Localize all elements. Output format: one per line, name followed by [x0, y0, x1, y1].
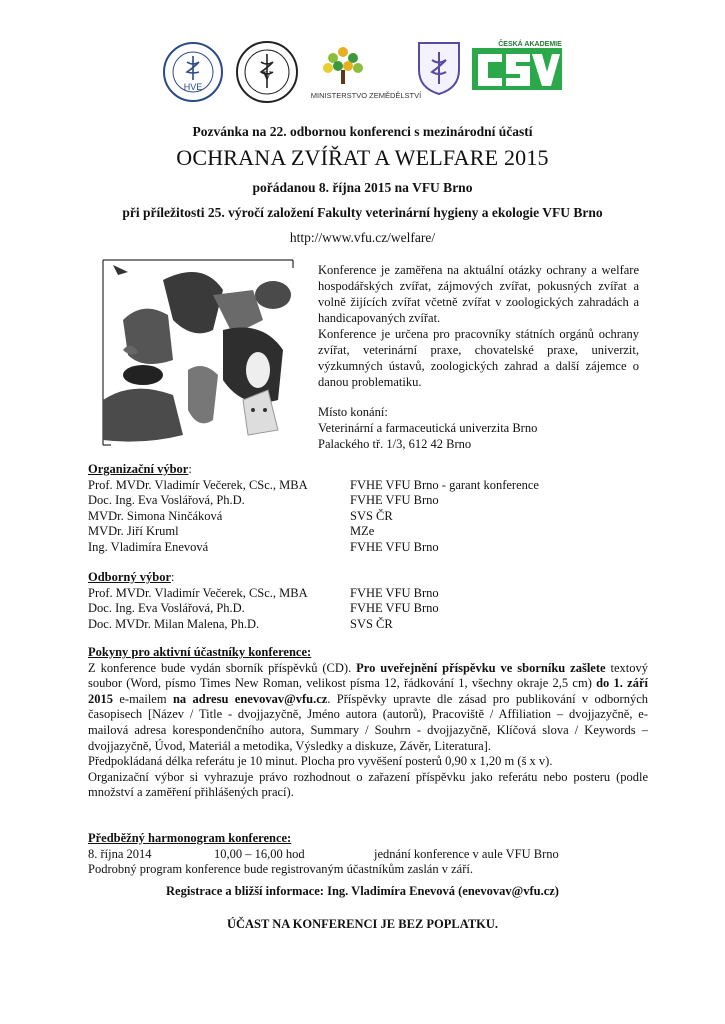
- committee-row: [88, 617, 648, 633]
- schedule-row: [88, 847, 648, 863]
- instructions-text: textový soubor (Word, písmo Times New Roman, velikost písma 12, řádkování 1, všechny okraje 2,5 cm): [88, 660, 648, 691]
- logo-strip: [160, 40, 560, 104]
- member-name: Prof. MVDr. Vladimír Večerek, CSc., MBA: [88, 477, 308, 492]
- member-affiliation: FVHE VFU Brno - garant konference: [350, 477, 539, 492]
- instructions-paragraph: [88, 661, 648, 755]
- schedule-event: jednání konference v aule VFU Brno: [374, 846, 559, 861]
- schedule-section: [88, 831, 648, 878]
- submission-email[interactable]: na adresu enevovav@vfu.cz: [172, 691, 328, 706]
- committee-row: [88, 540, 648, 556]
- member-affiliation: FVHE VFU Brno: [350, 539, 439, 554]
- free-participation-notice: ÚČAST NA KONFERENCI JE BEZ POPLATKU.: [226, 917, 499, 931]
- shield-logo: [416, 40, 462, 96]
- hve-seal-logo: [160, 40, 226, 104]
- organizing-committee-heading: Organizační výbor: [88, 462, 189, 476]
- member-affiliation: FVHE VFU Brno: [350, 601, 439, 616]
- schedule-heading: Předběžný harmonogram konference:: [88, 831, 292, 845]
- member-name: Prof. MVDr. Vladimír Večerek, CSc., MBA: [88, 585, 308, 600]
- instructions-heading: Pokyny pro aktivní účastníky konference:: [88, 645, 312, 659]
- committee-row: [88, 586, 648, 602]
- committee-row: [88, 524, 648, 540]
- committee-row: [88, 601, 648, 617]
- member-name: Ing. Vladimíra Enevová: [88, 539, 209, 554]
- member-name: Doc. Ing. Eva Voslářová, Ph.D.: [88, 493, 245, 508]
- member-affiliation: FVHE VFU Brno: [350, 585, 439, 600]
- member-affiliation: SVS ČR: [350, 616, 393, 631]
- ministry-of-agriculture-logo: [308, 40, 422, 104]
- intro-paragraph-focus: Konference je zaměřena na aktuální otázky ochrany a welfare hospodářských zvířat, zájmových zvířat, pokusných zvířat a volně žijících zvířat včetně zvířat v zoologických zahradách a handicapovaných zvířat.: [318, 263, 639, 325]
- committee-row: [88, 509, 648, 525]
- hve-logo-text: HVE: [183, 82, 203, 92]
- svg-text:V: V: [262, 68, 272, 83]
- conference-url[interactable]: http://www.vfu.cz/welfare/: [289, 230, 436, 245]
- venue-address: Palackého tř. 1/3, 612 42 Brno: [318, 437, 472, 451]
- committee-row: [88, 478, 648, 494]
- committee-rights-paragraph: Organizační výbor si vyhrazuje právo rozhodnout o zařazení příspěvku jako referátu nebo posteru (podle množství a zaměření přihlášených prací).: [88, 769, 648, 800]
- instructions-text: e-mailem: [113, 691, 173, 706]
- registration-info: Registrace a bližší informace: Ing. Vladimíra Enevová (enevovav@vfu.cz): [166, 884, 559, 898]
- expert-committee: Odborný výbor: Prof. MVDr. Vladimír Večerek, CSc., MBA FVHE VFU Brno Doc. Ing. Eva Voslářová, Ph.D. FVHE VFU Brno Doc. MVDr. Milan Malena, Ph.D. SVS ČR: [88, 570, 648, 632]
- venue-label: Místo konání:: [318, 405, 388, 419]
- czech-academy-logo-text: ČESKÁ AKADEMIE: [498, 41, 562, 48]
- member-affiliation: MZe: [350, 524, 375, 539]
- animal-collage-image: [103, 260, 293, 445]
- schedule-note: Podrobný program konference bude registrovaným účastníkům zaslán v září.: [88, 862, 473, 877]
- conference-date-line: pořádanou 8. října 2015 na VFU Brno: [252, 180, 473, 195]
- member-name: Doc. Ing. Eva Voslářová, Ph.D.: [88, 601, 245, 616]
- intro-paragraph-audience: Konference je určena pro pracovníky státních orgánů ochrany zvířat, veterinární praxe, chovatelské praxe, univerzit, výzkumných ústavů, zoologických zahrad a další zájemce o danou problematiku.: [318, 327, 639, 389]
- schedule-time: 10,00 – 16,00 hod: [214, 846, 305, 861]
- instructions-section: [88, 645, 648, 801]
- instructions-text: Z konference bude vydán sborník příspěvků (CD).: [88, 660, 357, 675]
- expert-committee-heading: Odborný výbor: [88, 570, 172, 584]
- schedule-date: 8. října 2014: [88, 846, 152, 861]
- member-name: Doc. MVDr. Milan Malena, Ph.D.: [88, 616, 260, 631]
- member-name: MVDr. Jiří Kruml: [88, 524, 179, 539]
- member-affiliation: FVHE VFU Brno: [350, 493, 439, 508]
- committee-row: [88, 493, 648, 509]
- intro-block: [318, 262, 639, 452]
- member-name: MVDr. Simona Ninčáková: [88, 508, 223, 523]
- ministry-logo-text: MINISTERSTVO ZEMĚDĚLSTVÍ: [310, 91, 422, 100]
- venue-name: Veterinární a farmaceutická univerzita Brno: [318, 421, 538, 435]
- page-title: OCHRANA ZVÍŘAT A WELFARE 2015: [176, 145, 549, 170]
- instructions-text: . Příspěvky upravte dle zásad pro publikování v odborných časopisech [Název / Title - dvojjazyčně, Jméno autora (autorů), Pracoviště / Affiliation – dvojjazyčně, e-mailová adresa korespondenčního autora, Summary / Souhrn - dvojjazyčně, Klíčová slova / Keywords – dvojjazyčně, Úvod, Materiál a metodika, Výsledky a diskuze, Závěr, Literatura].: [88, 691, 648, 753]
- anniversary-line: při příležitosti 25. výročí založení Fakulty veterinární hygieny a ekologie VFU Brno: [122, 205, 603, 220]
- invitation-line: Pozvánka na 22. odbornou konferenci s mezinárodní účastí: [192, 124, 533, 139]
- duration-paragraph: Předpokládaná délka referátu je 10 minut. Plocha pro vyvěšení posterů 0,90 x 1,20 m (š x v).: [88, 754, 553, 769]
- organizing-committee: Organizační výbor: Prof. MVDr. Vladimír Večerek, CSc., MBA FVHE VFU Brno - garant konference Doc. Ing. Eva Voslářová, Ph.D. FVHE VFU Brno MVDr. Simona Ninčáková SVS ČR MVDr. Jiří Kruml MZe Ing. Vladimíra Enevová FVHE VFU Brno: [88, 462, 648, 556]
- czech-academy-logo: [472, 40, 562, 96]
- faculty-seal-logo: [232, 40, 302, 104]
- deadline-text: do 1. září 2015: [88, 676, 648, 706]
- instructions-emphasis: Pro uveřejnění příspěvku ve sborníku zašlete: [356, 660, 606, 675]
- member-affiliation: SVS ČR: [350, 508, 393, 523]
